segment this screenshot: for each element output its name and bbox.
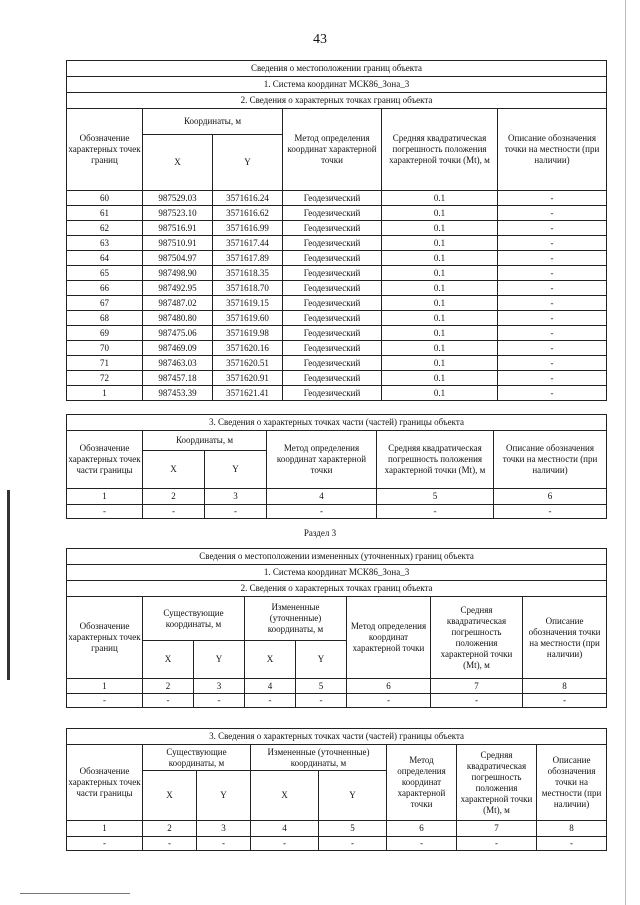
scan-edge-mark-bottom: [20, 893, 130, 894]
changed-boundary-points-table: [66, 548, 607, 708]
cell-method: Геодезический: [283, 341, 382, 356]
empty-cell: -: [251, 837, 319, 851]
column-number: 3: [194, 679, 245, 694]
empty-cell: -: [537, 837, 607, 851]
cell-x: 987457.18: [143, 371, 213, 386]
cell-y: 3571619.98: [213, 326, 283, 341]
cell-error: 0.1: [382, 371, 498, 386]
header-error: Средняя квадратическая погрешность положения характерной точки (Mt), м: [382, 109, 498, 191]
cell-point: 65: [67, 266, 143, 281]
cell-method: Геодезический: [283, 296, 382, 311]
header-y: Y: [205, 451, 267, 489]
column-number: 5: [319, 821, 387, 837]
column-number: 1: [67, 679, 143, 694]
part-boundary-points-table: [66, 414, 607, 519]
header-point: Обозначение характерных точек границ: [67, 597, 143, 679]
table-row: [67, 326, 607, 341]
cell-y: 3571616.99: [213, 221, 283, 236]
cell-y: 3571618.70: [213, 281, 283, 296]
cell-description: -: [498, 236, 607, 251]
cell-method: Геодезический: [283, 191, 382, 206]
empty-cell: -: [67, 837, 143, 851]
header-x: X: [245, 641, 296, 679]
cell-error: 0.1: [382, 221, 498, 236]
header-existing-coordinates: Существующие координаты, м: [143, 745, 251, 771]
cell-method: Геодезический: [283, 251, 382, 266]
cell-error: 0.1: [382, 236, 498, 251]
column-number: 6: [347, 679, 431, 694]
cell-description: -: [498, 356, 607, 371]
cell-x: 987523.10: [143, 206, 213, 221]
header-x: X: [251, 771, 319, 821]
empty-cell: -: [377, 505, 494, 519]
page-number: 43: [313, 32, 327, 47]
header-description: Описание обозначения точки на местности (при наличии): [498, 109, 607, 191]
cell-method: Геодезический: [283, 326, 382, 341]
header-y: Y: [194, 641, 245, 679]
cell-point: 60: [67, 191, 143, 206]
table-row: [67, 191, 607, 206]
column-number: 5: [377, 489, 494, 505]
empty-cell: -: [197, 837, 251, 851]
table-row: [67, 206, 607, 221]
cell-point: 72: [67, 371, 143, 386]
cell-error: 0.1: [382, 386, 498, 401]
column-number: 8: [523, 679, 607, 694]
cell-error: 0.1: [382, 281, 498, 296]
cell-error: 0.1: [382, 266, 498, 281]
scan-margin-mark: [7, 490, 10, 680]
cell-y: 3571616.62: [213, 206, 283, 221]
empty-cell: -: [347, 694, 431, 708]
section-title: 2. Сведения о характерных точках границ объекта: [67, 581, 607, 597]
header-method: Метод определения координат характерной точки: [283, 109, 382, 191]
cell-x: 987510.91: [143, 236, 213, 251]
coordinate-system: 1. Система координат МСК86_Зона_3: [67, 565, 607, 581]
cell-method: Геодезический: [283, 386, 382, 401]
cell-y: 3571618.35: [213, 266, 283, 281]
cell-x: 987498.90: [143, 266, 213, 281]
table-row: [67, 281, 607, 296]
table-row: [67, 341, 607, 356]
cell-y: 3571619.15: [213, 296, 283, 311]
cell-x: 987469.09: [143, 341, 213, 356]
cell-description: -: [498, 371, 607, 386]
cell-x: 987463.03: [143, 356, 213, 371]
table-row: [67, 371, 607, 386]
empty-cell: -: [194, 694, 245, 708]
header-method: Метод определения координат характерной точки: [267, 431, 377, 489]
table-row: [67, 356, 607, 371]
empty-cell: -: [296, 694, 347, 708]
scan-edge-mark: [625, 0, 626, 905]
table-row: [67, 251, 607, 266]
empty-cell: -: [143, 694, 194, 708]
table-body: [67, 191, 607, 401]
header-error: Средняя квадратическая погрешность положения характерной точки (Mt), м: [377, 431, 494, 489]
cell-error: 0.1: [382, 206, 498, 221]
column-number: 3: [197, 821, 251, 837]
cell-description: -: [498, 311, 607, 326]
header-changed-coordinates: Измененные (уточненные) координаты, м: [251, 745, 387, 771]
column-number: 7: [431, 679, 523, 694]
header-x: X: [143, 451, 205, 489]
cell-x: 987453.39: [143, 386, 213, 401]
empty-cell: -: [319, 837, 387, 851]
header-x: X: [143, 641, 194, 679]
table-row: [67, 296, 607, 311]
cell-method: Геодезический: [283, 371, 382, 386]
cell-method: Геодезический: [283, 311, 382, 326]
cell-point: 69: [67, 326, 143, 341]
header-method: Метод определения координат характерной точки: [347, 597, 431, 679]
cell-description: -: [498, 251, 607, 266]
header-method: Метод определения координат характерной точки: [387, 745, 457, 821]
cell-point: 66: [67, 281, 143, 296]
cell-y: 3571620.91: [213, 371, 283, 386]
cell-x: 987487.02: [143, 296, 213, 311]
table-row: [67, 311, 607, 326]
header-point: Обозначение характерных точек границ: [67, 109, 143, 191]
header-y: Y: [213, 135, 283, 191]
section-title: 3. Сведения о характерных точках части (частей) границы объекта: [67, 415, 607, 431]
cell-y: 3571617.89: [213, 251, 283, 266]
cell-error: 0.1: [382, 326, 498, 341]
cell-point: 68: [67, 311, 143, 326]
cell-error: 0.1: [382, 356, 498, 371]
header-x: X: [143, 135, 213, 191]
empty-cell: -: [245, 694, 296, 708]
column-number: 2: [143, 489, 205, 505]
cell-description: -: [498, 281, 607, 296]
header-description: Описание обозначения точки на местности (при наличии): [523, 597, 607, 679]
cell-x: 987529.03: [143, 191, 213, 206]
table-title: Сведения о местоположении границ объекта: [67, 61, 607, 77]
boundary-points-table: [66, 60, 607, 401]
cell-x: 987516.91: [143, 221, 213, 236]
cell-point: 70: [67, 341, 143, 356]
cell-description: -: [498, 266, 607, 281]
empty-cell: -: [494, 505, 607, 519]
cell-error: 0.1: [382, 251, 498, 266]
cell-description: -: [498, 341, 607, 356]
cell-x: 987475.06: [143, 326, 213, 341]
cell-method: Геодезический: [283, 206, 382, 221]
cell-y: 3571621.41: [213, 386, 283, 401]
column-number: 1: [67, 821, 143, 837]
header-y: Y: [197, 771, 251, 821]
cell-x: 987504.97: [143, 251, 213, 266]
cell-description: -: [498, 296, 607, 311]
header-changed-coordinates: Измененные (уточненные) координаты, м: [245, 597, 347, 641]
table-row: [67, 221, 607, 236]
header-existing-coordinates: Существующие координаты, м: [143, 597, 245, 641]
cell-method: Геодезический: [283, 236, 382, 251]
empty-cell: -: [431, 694, 523, 708]
empty-cell: -: [387, 837, 457, 851]
header-description: Описание обозначения точки на местности (при наличии): [537, 745, 607, 821]
cell-point: 71: [67, 356, 143, 371]
empty-cell: -: [205, 505, 267, 519]
table-row: [67, 266, 607, 281]
header-point: Обозначение характерных точек части границы: [67, 431, 143, 489]
table-title: Сведения о местоположении измененных (уточненных) границ объекта: [67, 549, 607, 565]
column-number: 4: [251, 821, 319, 837]
coordinate-system: 1. Система координат МСК86_Зона_3: [67, 77, 607, 93]
cell-y: 3571619.60: [213, 311, 283, 326]
cell-point: 61: [67, 206, 143, 221]
table-row: [67, 386, 607, 401]
empty-cell: -: [67, 505, 143, 519]
empty-cell: -: [523, 694, 607, 708]
column-number: 5: [296, 679, 347, 694]
section-heading: Раздел 3: [303, 528, 337, 538]
header-y: Y: [319, 771, 387, 821]
cell-error: 0.1: [382, 296, 498, 311]
cell-point: 67: [67, 296, 143, 311]
cell-error: 0.1: [382, 191, 498, 206]
column-number: 4: [267, 489, 377, 505]
cell-point: 62: [67, 221, 143, 236]
cell-method: Геодезический: [283, 266, 382, 281]
empty-cell: -: [143, 837, 197, 851]
header-coordinates: Координаты, м: [143, 109, 283, 135]
column-number: 6: [387, 821, 457, 837]
header-point: Обозначение характерных точек части границы: [67, 745, 143, 821]
cell-method: Геодезический: [283, 221, 382, 236]
table-row: [67, 236, 607, 251]
cell-x: 987480.80: [143, 311, 213, 326]
empty-cell: -: [67, 694, 143, 708]
column-number: 6: [494, 489, 607, 505]
cell-error: 0.1: [382, 311, 498, 326]
header-description: Описание обозначения точки на местности (при наличии): [494, 431, 607, 489]
cell-description: -: [498, 191, 607, 206]
header-y: Y: [296, 641, 347, 679]
cell-point: 63: [67, 236, 143, 251]
cell-y: 3571616.24: [213, 191, 283, 206]
cell-method: Геодезический: [283, 356, 382, 371]
column-number: 2: [143, 821, 197, 837]
header-coordinates: Координаты, м: [143, 431, 267, 451]
column-number: 8: [537, 821, 607, 837]
cell-description: -: [498, 386, 607, 401]
cell-description: -: [498, 206, 607, 221]
empty-cell: -: [457, 837, 537, 851]
changed-part-boundary-points-table: [66, 728, 607, 851]
column-number: 3: [205, 489, 267, 505]
cell-point: 1: [67, 386, 143, 401]
cell-error: 0.1: [382, 341, 498, 356]
cell-x: 987492.95: [143, 281, 213, 296]
cell-y: 3571620.51: [213, 356, 283, 371]
header-x: X: [143, 771, 197, 821]
empty-cell: -: [143, 505, 205, 519]
empty-cell: -: [267, 505, 377, 519]
column-number: 7: [457, 821, 537, 837]
cell-method: Геодезический: [283, 281, 382, 296]
header-error: Средняя квадратическая погрешность положения характерной точки (Mt), м: [431, 597, 523, 679]
column-number: 4: [245, 679, 296, 694]
column-number: 2: [143, 679, 194, 694]
cell-y: 3571620.16: [213, 341, 283, 356]
cell-description: -: [498, 326, 607, 341]
column-number: 1: [67, 489, 143, 505]
section-title: 3. Сведения о характерных точках части (частей) границы объекта: [67, 729, 607, 745]
section-title: 2. Сведения о характерных точках границ объекта: [67, 93, 607, 109]
header-error: Средняя квадратическая погрешность положения характерной точки (Mt), м: [457, 745, 537, 821]
cell-point: 64: [67, 251, 143, 266]
cell-y: 3571617.44: [213, 236, 283, 251]
cell-description: -: [498, 221, 607, 236]
